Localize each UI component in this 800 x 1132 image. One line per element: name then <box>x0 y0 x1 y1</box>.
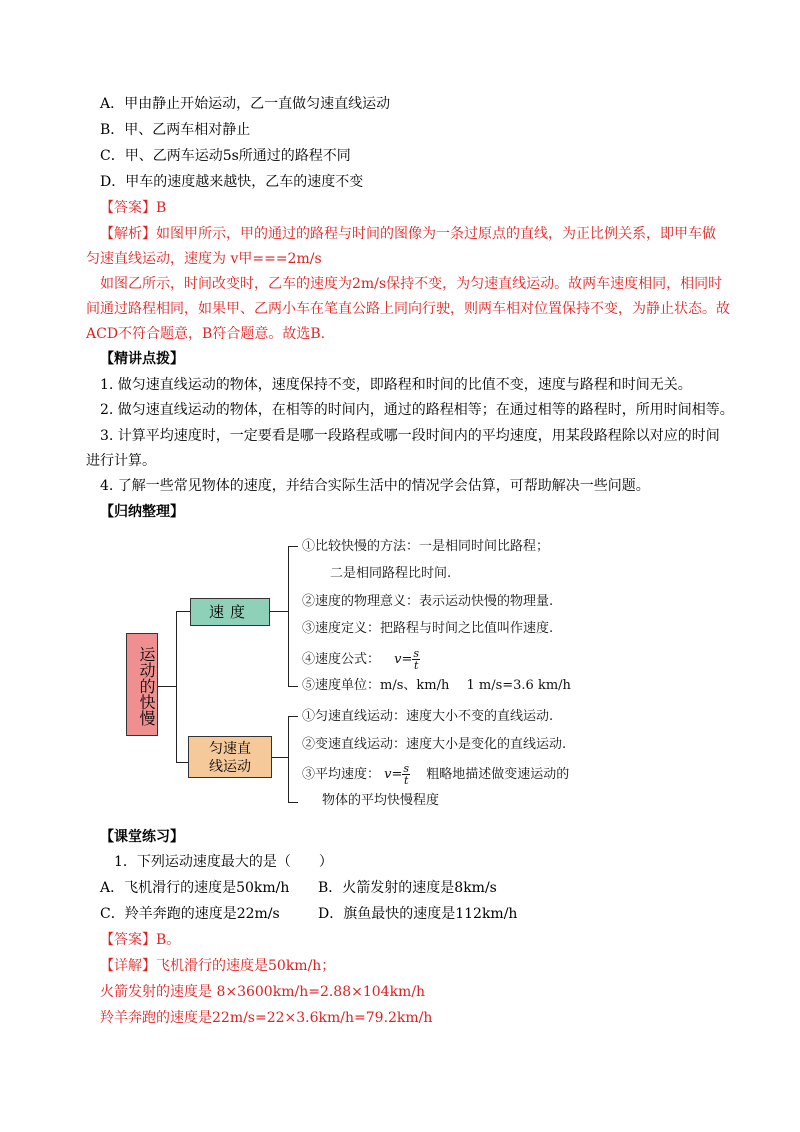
q1-option-d: D．旗鱼最快的速度是112km/h <box>318 906 518 922</box>
speed-bracket <box>288 546 289 686</box>
connector <box>176 611 190 612</box>
detail-text-1: 飞机滑行的速度是50km/h； <box>156 958 336 974</box>
analysis-label: 【解析】 <box>100 226 156 242</box>
q1-option-c: C．羚羊奔跑的速度是22m/s <box>100 906 280 922</box>
q1-option-a: A．飞机滑行的速度是50km/h <box>100 880 290 896</box>
analysis-line-4: 间通过路程相同，如果甲、乙两小车在笔直公路上同向行驶，则两车相对位置保持不变，为静止状态。故 <box>86 301 730 317</box>
connector <box>270 611 288 612</box>
uniform-item-2: ②变速直线运动：速度大小是变化的直线运动. <box>302 737 567 752</box>
branch-uniform-label-1: 匀速直 <box>209 741 251 757</box>
formula-fraction <box>412 648 420 671</box>
analysis-line-2: 匀速直线运动，速度为 v甲===2m/s <box>86 251 322 267</box>
speed-item-3: ③速度定义：把路程与时间之比值叫作速度. <box>302 621 554 636</box>
formula-denominator: t <box>414 659 419 672</box>
branch-speed-box <box>190 598 270 626</box>
avg-speed-label: ③平均速度： <box>302 767 381 782</box>
q1-option-b: B．火箭发射的速度是8km/s <box>318 880 497 896</box>
guina-title: 【归纳整理】 <box>100 504 184 520</box>
connector <box>288 546 298 547</box>
analysis-line-5: ACD不符合题意，B符合题意。故选B. <box>86 326 326 342</box>
branch-speed-label: 速度 <box>208 603 251 621</box>
speed-item-5: ⑤速度单位：m/s、km/h 1 m/s=3.6 km/h <box>302 678 571 693</box>
root-label: 运动的快慢 <box>137 646 156 726</box>
formula-v: v= <box>384 767 403 782</box>
option-d: D．甲车的速度越来越快，乙车的速度不变 <box>100 174 364 190</box>
speed-item-2: ②速度的物理意义：表示运动快慢的物理量. <box>302 594 554 609</box>
detail-line-2: 火箭发射的速度是 8×3600km/h=2.88×104km/h <box>100 984 426 1000</box>
root-box <box>126 633 158 736</box>
jingjiang-item-1: 1. 做匀速直线运动的物体，速度保持不变，即路程和时间的比值不变，速度与路程和时间无关。 <box>100 377 692 393</box>
jingjiang-item-2: 2. 做匀速直线运动的物体，在相等的时间内，通过的路程相等；在通过相等的路程时，所用时间相等。 <box>100 402 734 418</box>
detail-line-3: 羚羊奔跑的速度是22m/s=22×3.6km/h=79.2km/h <box>100 1010 433 1026</box>
connector <box>158 686 176 687</box>
connector <box>288 802 298 803</box>
connector <box>176 762 188 763</box>
formula-denominator: t <box>404 774 409 787</box>
option-b: B．甲、乙两车相对静止 <box>100 122 251 138</box>
formula-numerator: s <box>413 647 420 660</box>
formula-fraction <box>402 763 410 786</box>
option-c: C．甲、乙两车运动5s所通过的路程不同 <box>100 148 351 164</box>
question-1: 1．下列运动速度最大的是（ ） <box>114 854 333 870</box>
formula-v: v= <box>394 652 413 667</box>
connector <box>272 757 288 758</box>
answer-1: 【答案】B <box>100 200 167 216</box>
option-a: A．甲由静止开始运动，乙一直做匀速直线运动 <box>100 96 391 112</box>
analysis-line-3: 如图乙所示，时间改变时，乙车的速度为2m/s保持不变，为匀速直线运动。故两车速度相同，相同时 <box>100 276 723 292</box>
jingjiang-item-3-cont: 进行计算。 <box>86 453 156 469</box>
speed-item-1b: 二是相同路程比时间. <box>330 566 452 581</box>
connector <box>176 611 177 763</box>
connector <box>288 686 298 687</box>
connector <box>288 716 298 717</box>
uniform-bracket <box>288 716 289 802</box>
jingjiang-item-4: 4. 了解一些常见物体的速度，并结合实际生活中的情况学会估算，可帮助解决一些问题。 <box>100 478 650 494</box>
jingjiang-title: 【精讲点拨】 <box>100 351 184 367</box>
analysis-text-1: 如图甲所示，甲的通过的路程与时间的图像为一条过原点的直线，为正比例关系，即甲车做 <box>156 226 716 242</box>
detail-line-1 <box>100 956 335 976</box>
speed-item-4 <box>302 648 420 671</box>
speed-item-1: ①比较快慢的方法：一是相同时间比路程； <box>302 539 550 554</box>
branch-uniform-label-2: 线运动 <box>209 759 251 775</box>
branch-uniform-box <box>188 736 272 778</box>
formula-numerator: s <box>403 762 410 775</box>
avg-speed-desc: 粗略地描述做变速运动的 <box>426 767 570 782</box>
speed-formula-label: ④速度公式： <box>302 652 381 667</box>
answer-2: 【答案】B。 <box>100 932 181 948</box>
detail-label: 【详解】 <box>100 958 156 974</box>
uniform-item-3b: 物体的平均快慢程度 <box>322 793 440 808</box>
uniform-item-3 <box>302 763 569 786</box>
uniform-item-1: ①匀速直线运动：速度大小不变的直线运动. <box>302 709 554 724</box>
jingjiang-item-3: 3. 计算平均速度时，一定要看是哪一段路程或哪一段时间内的平均速度，用某段路程除以对应的时间 <box>100 428 720 444</box>
practice-title: 【课堂练习】 <box>100 829 184 845</box>
analysis-line-1 <box>100 224 716 244</box>
